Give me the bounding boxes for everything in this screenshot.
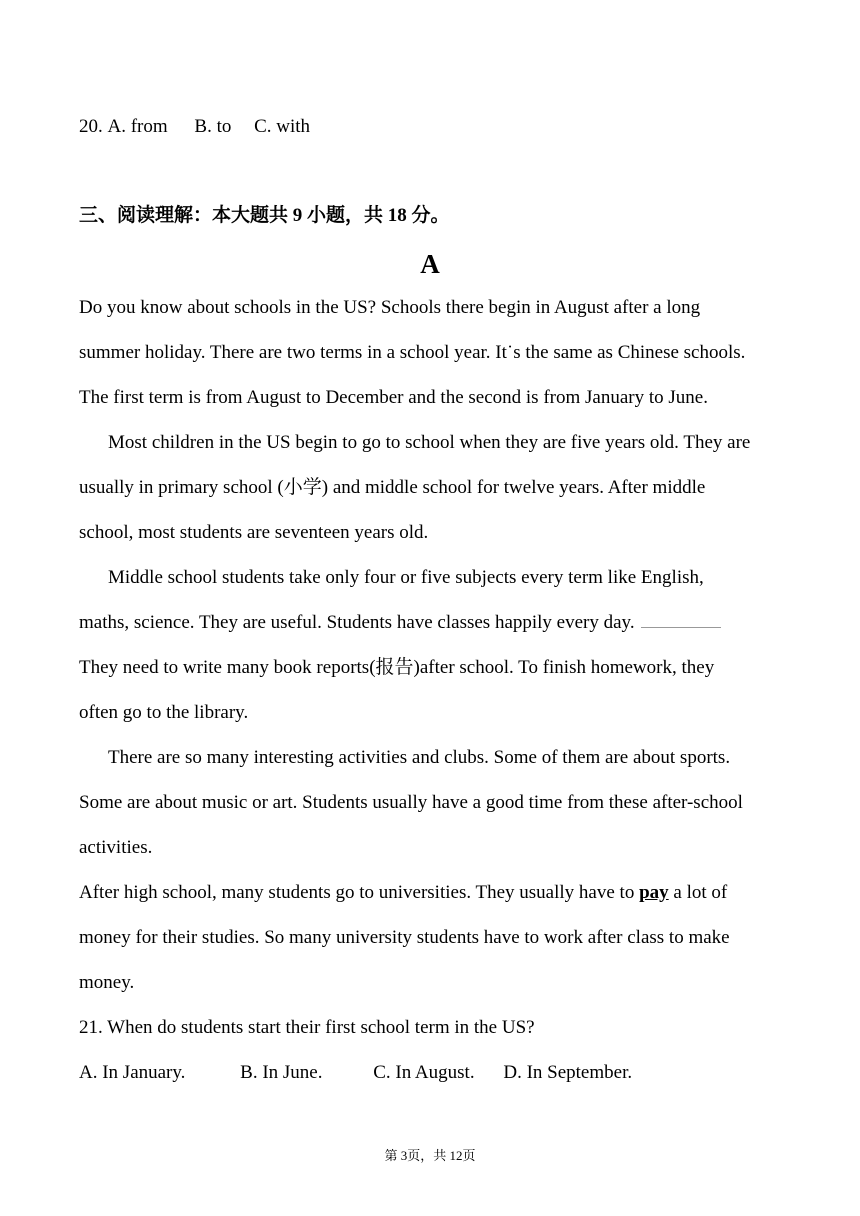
question-21-option-b: B. In June. (240, 1062, 323, 1083)
passage-line: activities. (79, 837, 153, 858)
passage-line: The first term is from August to December and the second is from January to June. (79, 387, 708, 408)
question-21: 21. When do students start their first school term in the US? (79, 1017, 535, 1038)
passage-line: often go to the library. (79, 702, 249, 723)
passage-line: Middle school students take only four or five subjects every term like English, (108, 567, 704, 588)
passage-line-with-blank (79, 611, 721, 635)
passage-line-text: After high school, many students go to universities. They usually have to (79, 882, 635, 903)
question-20 (79, 115, 310, 139)
passage-line: school, most students are seventeen years old. (79, 522, 429, 543)
section-heading: 三、阅读理解：本大题共 9 小题，共 18 分。 (79, 205, 450, 226)
question-20-number: 20. (79, 116, 103, 137)
passage-line: Most children in the US begin to go to school when they are five years old. They are (108, 432, 751, 453)
question-20-option-a: A. from (107, 116, 168, 137)
passage-line: money for their studies. So many university students have to work after class to make (79, 927, 730, 948)
passage-title: A (420, 249, 440, 279)
question-21-option-c: C. In August. (373, 1062, 475, 1083)
passage-line: Do you know about schools in the US? Schools there begin in August after a long (79, 297, 701, 318)
question-20-option-c: C. with (254, 116, 311, 137)
passage-line-with-keyword (79, 881, 727, 905)
answer-blank (641, 611, 721, 628)
passage-line-text: maths, science. They are useful. Students have classes happily every day. (79, 612, 635, 633)
question-21-option-a: A. In January. (79, 1062, 186, 1083)
passage-line: They need to write many book reports(报告)after school. To finish homework, they (79, 657, 715, 678)
question-21-option-d: D. In September. (503, 1062, 633, 1083)
passage-line: There are so many interesting activities and clubs. Some of them are about sports. (108, 747, 731, 768)
passage-line: usually in primary school (小学) and middle school for twelve years. After middle (79, 477, 706, 498)
passage-line: money. (79, 972, 135, 993)
page-footer: 第 3页，共 12页 (384, 1148, 476, 1163)
question-21-options (79, 1061, 632, 1085)
question-20-option-b: B. to (194, 116, 232, 137)
passage-line: summer holiday. There are two terms in a school year. It˙s the same as Chinese schools. (79, 342, 746, 363)
keyword-pay: pay (639, 882, 669, 903)
passage-line: Some are about music or art. Students usually have a good time from these after-school (79, 792, 743, 813)
passage-line-text: a lot of (673, 882, 728, 903)
